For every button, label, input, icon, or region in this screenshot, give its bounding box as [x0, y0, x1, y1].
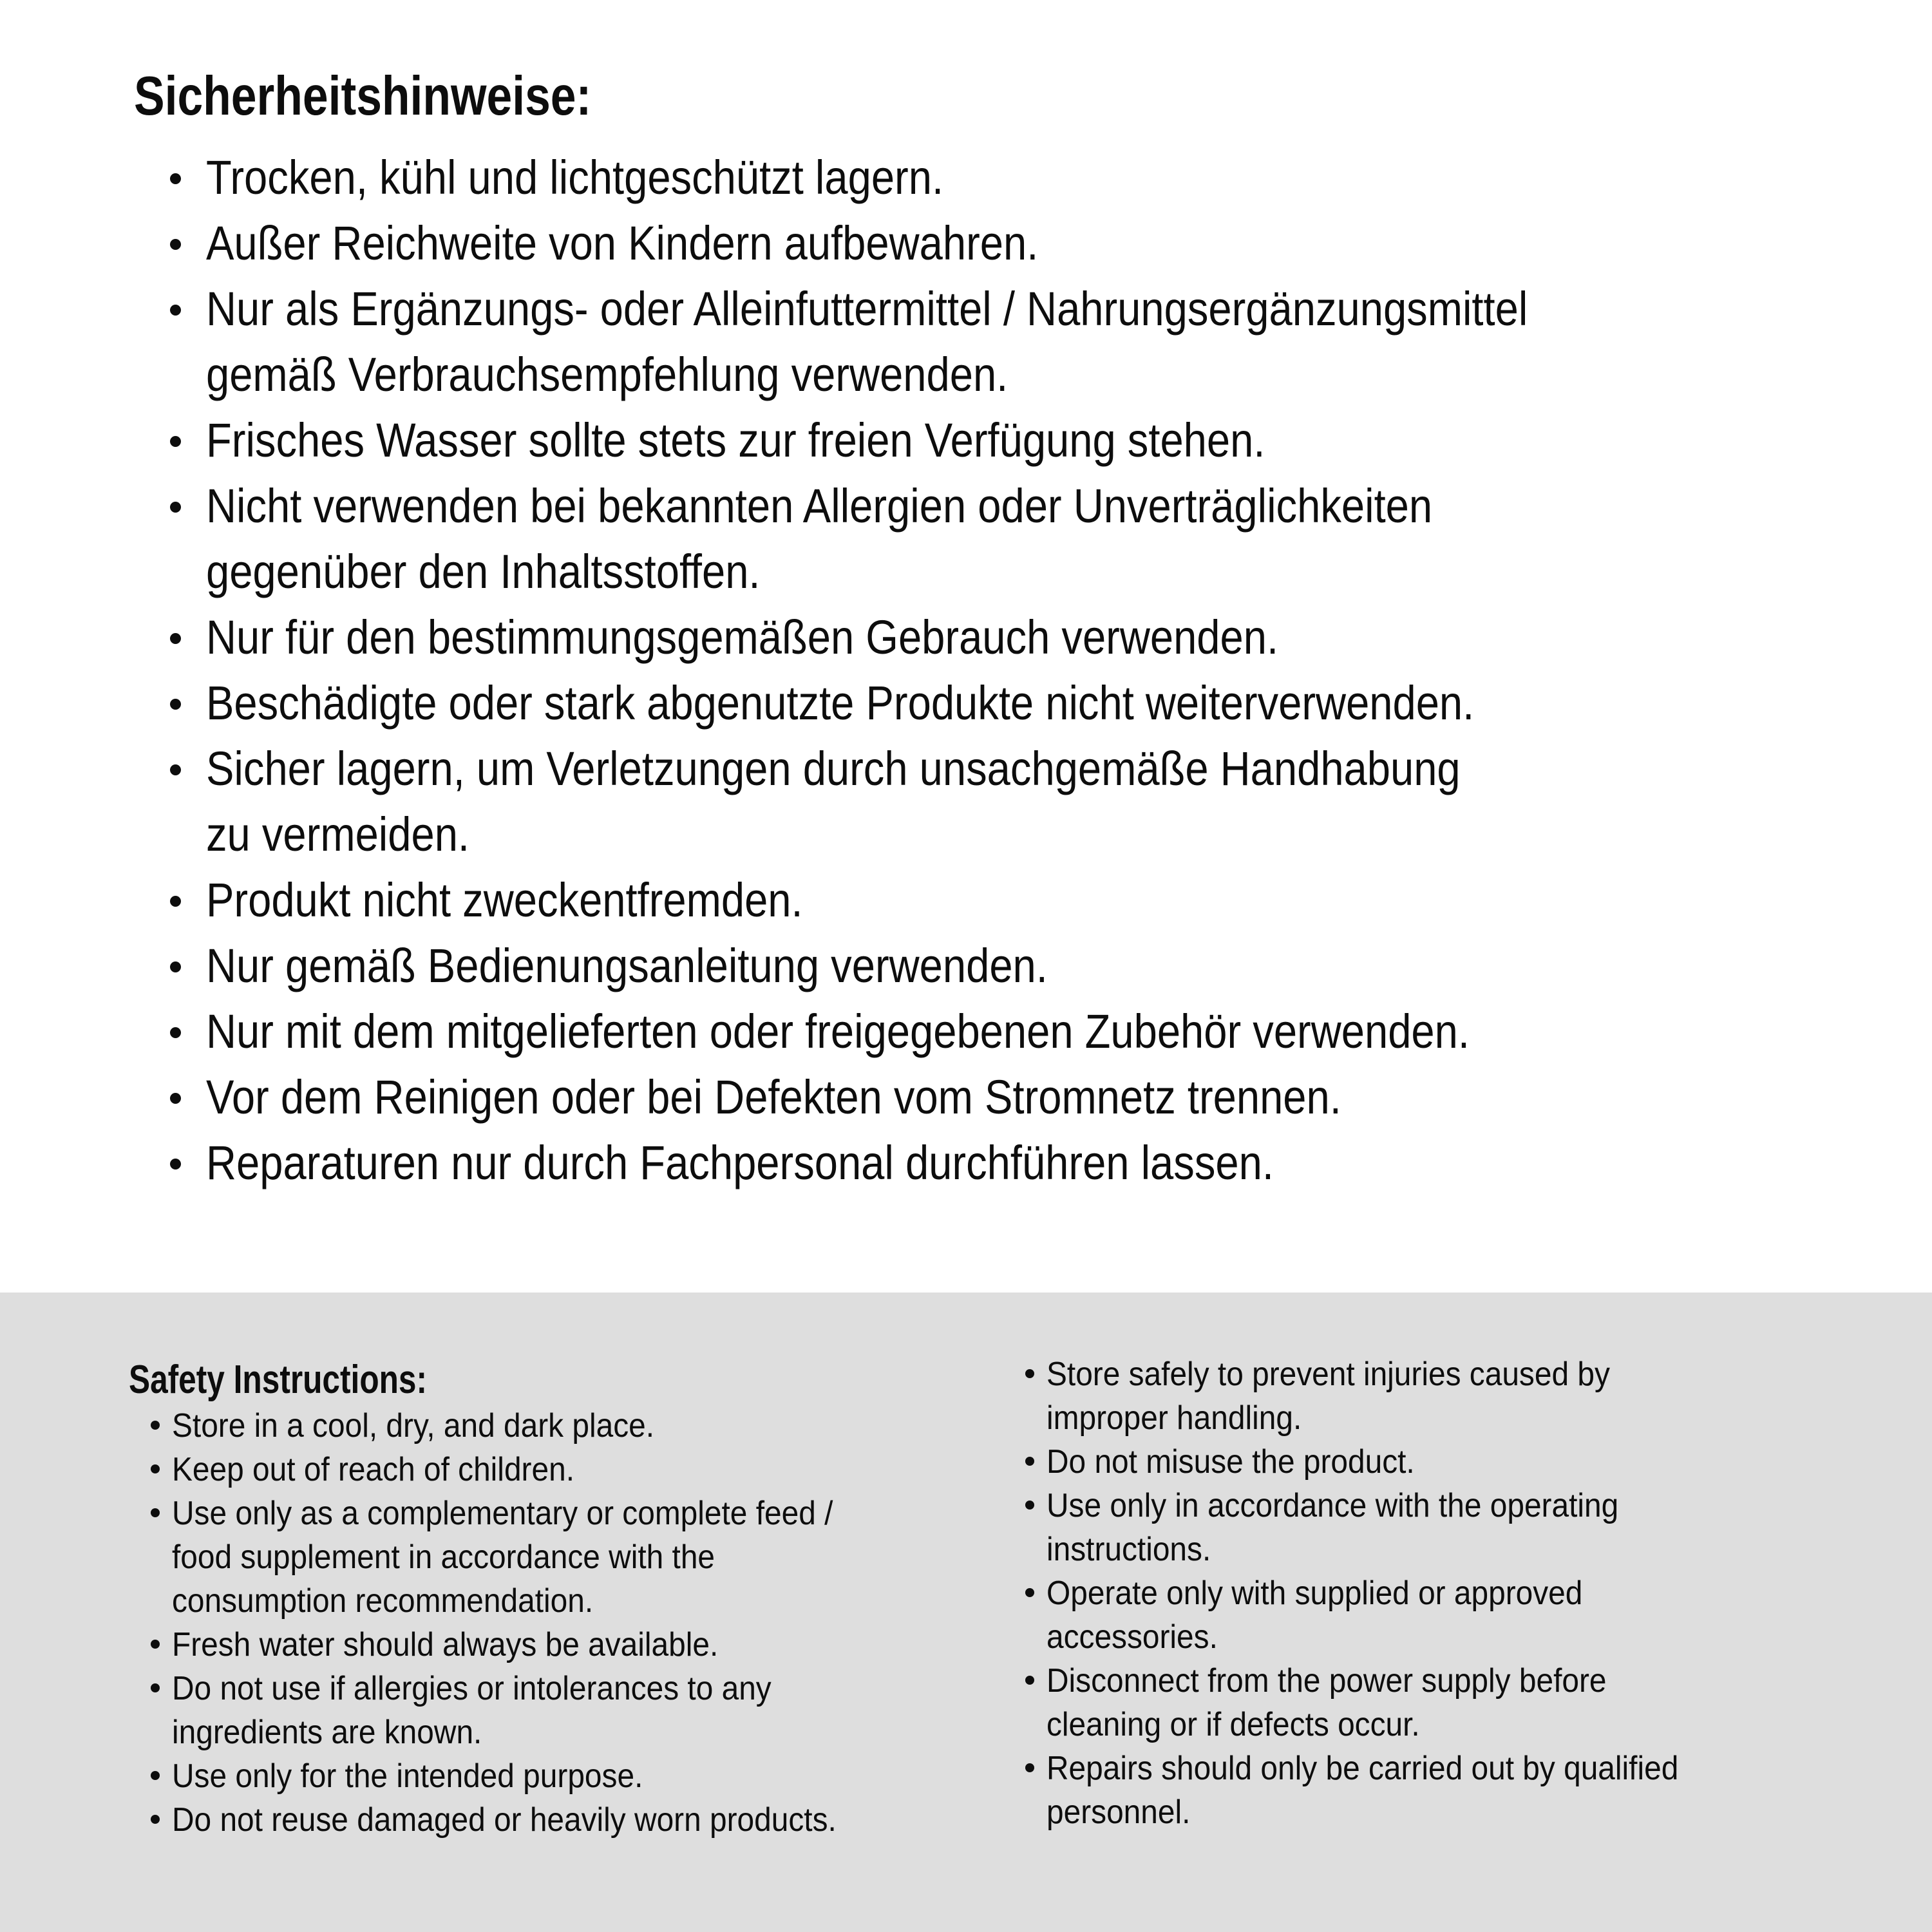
de-section-title	[134, 66, 1932, 127]
list-item	[134, 145, 1932, 211]
list-item	[134, 1130, 1932, 1196]
list-item-text: Frisches Wasser sollte stets zur freien Verfügung stehen.	[206, 413, 1265, 467]
bullet-dot-icon	[170, 896, 181, 907]
list-item	[129, 1798, 895, 1842]
en-section-title	[129, 1360, 895, 1400]
english-safety-section	[0, 1293, 1932, 1932]
bullet-dot-icon	[151, 1421, 160, 1430]
list-item	[134, 605, 1932, 670]
list-item-continuation	[129, 1710, 895, 1754]
list-item-text: gemäß Verbrauchsempfehlung verwenden.	[206, 348, 1009, 401]
bullet-dot-icon	[1025, 1763, 1034, 1772]
list-item-text: zu vermeiden.	[206, 808, 470, 861]
list-item-text: Operate only with supplied or approved	[1046, 1575, 1583, 1612]
bullet-dot-icon	[1025, 1676, 1034, 1685]
bullet-dot-icon	[170, 239, 181, 250]
list-item	[134, 867, 1932, 933]
list-item-continuation	[1003, 1528, 1734, 1571]
list-item-text: Nur mit dem mitgelieferten oder freigegebenen Zubehör verwenden.	[206, 1005, 1470, 1058]
bullet-dot-icon	[1025, 1501, 1034, 1510]
list-item	[134, 408, 1932, 473]
list-item	[134, 1065, 1932, 1130]
list-item-text: Repairs should only be carried out by qualified	[1046, 1750, 1679, 1787]
list-item-text: Nur als Ergänzungs- oder Alleinfuttermittel / Nahrungsergänzungsmittel	[206, 282, 1528, 336]
list-item-continuation	[129, 1579, 895, 1623]
bullet-dot-icon	[170, 961, 181, 972]
list-item-text: Fresh water should always be available.	[172, 1626, 719, 1663]
list-item	[129, 1667, 895, 1710]
bullet-dot-icon	[170, 1159, 181, 1170]
bullet-dot-icon	[170, 1027, 181, 1038]
list-item-continuation	[1003, 1615, 1734, 1659]
list-item-continuation	[1003, 1790, 1734, 1834]
list-item-text: accessories.	[1046, 1618, 1218, 1656]
list-item-text: Beschädigte oder stark abgenutzte Produkte nicht weiterverwenden.	[206, 676, 1475, 730]
list-item-text: Use only in accordance with the operating	[1046, 1487, 1619, 1524]
en-right-column	[1003, 1352, 1734, 1834]
bullet-dot-icon	[170, 502, 181, 513]
bullet-dot-icon	[170, 633, 181, 644]
list-item	[134, 211, 1932, 276]
bullet-dot-icon	[170, 1093, 181, 1104]
list-item	[1003, 1440, 1734, 1484]
list-item-text: Reparaturen nur durch Fachpersonal durchführen lassen.	[206, 1136, 1274, 1189]
en-section-title-text: Safety Instructions:	[129, 1358, 428, 1402]
list-item-text: improper handling.	[1046, 1399, 1302, 1437]
list-item	[134, 736, 1932, 802]
list-item-continuation	[1003, 1396, 1734, 1440]
list-item	[134, 999, 1932, 1065]
list-item	[129, 1623, 895, 1667]
list-item-text: personnel.	[1046, 1794, 1191, 1831]
list-item-text: Disconnect from the power supply before	[1046, 1662, 1607, 1700]
bullet-dot-icon	[151, 1464, 160, 1473]
list-item	[1003, 1571, 1734, 1615]
de-safety-list	[134, 145, 1932, 1196]
list-item	[134, 670, 1932, 736]
list-item-text: Vor dem Reinigen oder bei Defekten vom Stromnetz trennen.	[206, 1070, 1341, 1124]
bullet-dot-icon	[151, 1683, 160, 1692]
list-item-text: Nicht verwenden bei bekannten Allergien oder Unverträglichkeiten	[206, 479, 1433, 533]
list-item-text: Keep out of reach of children.	[172, 1451, 574, 1488]
list-item-text: Nur gemäß Bedienungsanleitung verwenden.	[206, 939, 1048, 992]
list-item-text: Nur für den bestimmungsgemäßen Gebrauch verwenden.	[206, 611, 1279, 664]
list-item-text: Do not reuse damaged or heavily worn products.	[172, 1801, 837, 1839]
bullet-dot-icon	[170, 699, 181, 710]
list-item	[134, 933, 1932, 999]
list-item	[129, 1492, 895, 1535]
bullet-dot-icon	[1025, 1588, 1034, 1597]
list-item-text: Trocken, kühl und lichtgeschützt lagern.	[206, 151, 944, 204]
bullet-dot-icon	[151, 1815, 160, 1824]
en-left-list	[129, 1404, 895, 1842]
list-item-text: consumption recommendation.	[172, 1582, 594, 1620]
list-item-text: Außer Reichweite von Kindern aufbewahren.	[206, 216, 1039, 270]
list-item	[129, 1754, 895, 1798]
list-item-text: gegenüber den Inhaltsstoffen.	[206, 545, 761, 598]
list-item	[1003, 1352, 1734, 1396]
bullet-dot-icon	[170, 764, 181, 775]
list-item	[129, 1404, 895, 1448]
bullet-dot-icon	[170, 436, 181, 447]
list-item	[129, 1448, 895, 1492]
list-item	[1003, 1484, 1734, 1528]
en-left-column	[129, 1360, 895, 1842]
list-item-continuation	[129, 1535, 895, 1579]
list-item-continuation	[1003, 1703, 1734, 1747]
bullet-dot-icon	[1025, 1369, 1034, 1378]
list-item	[1003, 1659, 1734, 1703]
en-right-list	[1003, 1352, 1734, 1834]
list-item-text: food supplement in accordance with the	[172, 1539, 715, 1576]
list-item-text: Store in a cool, dry, and dark place.	[172, 1407, 655, 1444]
bullet-dot-icon	[151, 1771, 160, 1780]
list-item-continuation	[134, 539, 1932, 605]
list-item-continuation	[134, 342, 1932, 408]
bullet-dot-icon	[1025, 1457, 1034, 1466]
de-section-title-text: Sicherheitshinweise:	[134, 66, 592, 127]
bullet-dot-icon	[151, 1640, 160, 1649]
bullet-dot-icon	[170, 305, 181, 316]
list-item	[1003, 1747, 1734, 1790]
list-item-text: Store safely to prevent injuries caused by	[1046, 1356, 1610, 1393]
list-item-text: Do not use if allergies or intolerances to any	[172, 1670, 772, 1707]
list-item-text: Use only for the intended purpose.	[172, 1757, 643, 1795]
list-item-continuation	[134, 802, 1932, 867]
list-item	[134, 473, 1932, 539]
list-item	[134, 276, 1932, 342]
list-item-text: ingredients are known.	[172, 1714, 482, 1751]
bullet-dot-icon	[151, 1508, 160, 1517]
list-item-text: cleaning or if defects occur.	[1046, 1706, 1420, 1743]
list-item-text: Do not misuse the product.	[1046, 1443, 1415, 1481]
list-item-text: instructions.	[1046, 1531, 1211, 1568]
list-item-text: Sicher lagern, um Verletzungen durch unsachgemäße Handhabung	[206, 742, 1461, 795]
bullet-dot-icon	[170, 173, 181, 184]
list-item-text: Use only as a complementary or complete feed /	[172, 1495, 833, 1532]
list-item-text: Produkt nicht zweckentfremden.	[206, 873, 803, 927]
